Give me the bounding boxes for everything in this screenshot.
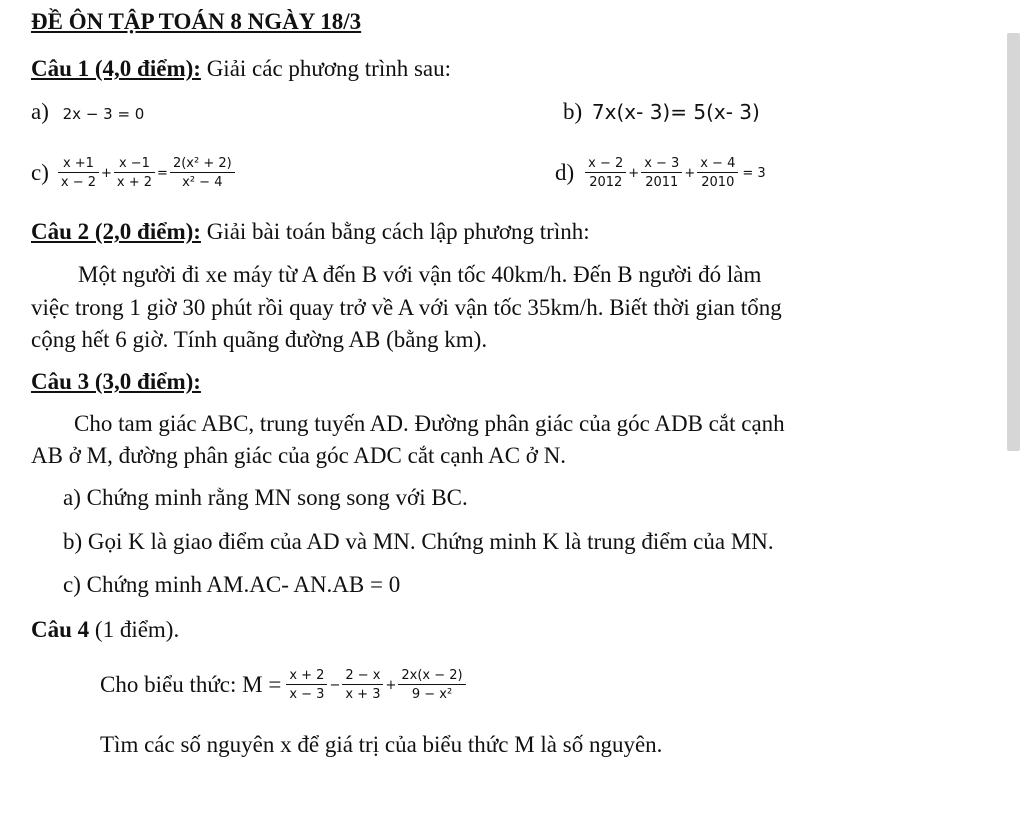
q4-fraction-3: $\frac{2x(x - 2)}{\text{9 − x²}}$ <box>398 668 465 702</box>
q2-paragraph-line-1: Một người đi xe máy từ A đến B với vận tốc 40km/h. Đến B người đó làm <box>78 262 762 287</box>
q4-expression-intro: Cho biểu thức: M = <box>100 672 282 697</box>
q1-part-c: c) $\frac{x +1}{x - 2}$ + $\frac{x -1}{x + 2}$ = $\frac{\text{2(x² + 2)}}{\text{x² − 4}}$ <box>31 145 236 201</box>
q3-part-c: c) Chứng minh AM.AC- AN.AB = 0 <box>63 572 401 597</box>
q1a-equation: 2x − 3 = 0 <box>62 105 145 123</box>
question-4-heading <box>31 616 179 644</box>
q1d-fraction-1: $\frac{x - 2}{2012}$ <box>585 156 626 190</box>
q1b-equation: 7x(x- 3)= 5(x- 3) <box>591 100 760 124</box>
q3-paragraph-line-1: Cho tam giác ABC, trung tuyến AD. Đường phân giác của góc ADB cắt cạnh <box>74 411 785 436</box>
question-2-label: Câu 2 (2,0 điểm): <box>31 219 201 244</box>
q4-fraction-1: $\frac{x + 2}{x - 3}$ <box>286 668 327 702</box>
q4-expression: Cho biểu thức: M = $\frac{x + 2}{x - 3}$ − $\frac{2 - x}{x + 3}$ + $\frac{2x(x - 2)}{\text{9 − x²}}$ <box>100 655 467 715</box>
q1c-fraction-2: $\frac{x -1}{x + 2}$ <box>114 156 155 190</box>
vertical-scrollbar[interactable] <box>1007 33 1020 451</box>
question-2-text: Giải bài toán bằng cách lập phương trình: <box>200 219 590 244</box>
q1d-label: d) <box>555 160 575 185</box>
q1a-label: a) <box>31 99 49 124</box>
q1d-fraction-2: $\frac{x - 3}{2011}$ <box>641 156 682 190</box>
q1b-label: b) <box>563 99 583 124</box>
q4-fraction-2: $\frac{2 - x}{x + 3}$ <box>342 668 383 702</box>
q4-task: Tìm các số nguyên x để giá trị của biểu thức M là số nguyên. <box>100 732 663 757</box>
question-1-label: Câu 1 (4,0 điểm): <box>31 56 201 81</box>
q1c-label: c) <box>31 160 49 185</box>
q1d-fraction-3: $\frac{x - 4}{2010}$ <box>697 156 738 190</box>
page-title: ĐỀ ÔN TẬP TOÁN 8 NGÀY 18/3 <box>31 9 362 34</box>
q1c-fraction-1: $\frac{x +1}{x - 2}$ <box>58 156 99 190</box>
question-1-heading <box>31 55 451 83</box>
q1-part-a <box>31 98 144 128</box>
q3-part-b: b) Gọi K là giao điểm của AD và MN. Chứng minh K là trung điểm của MN. <box>63 529 774 554</box>
question-4-points: (1 điểm). <box>89 617 180 642</box>
q1c-fraction-3: $\frac{\text{2(x² + 2)}}{\text{x² − 4}}$ <box>170 156 235 190</box>
q2-paragraph-line-3: cộng hết 6 giờ. Tính quãng đường AB (bằng km). <box>31 327 488 352</box>
question-4-label: Câu 4 <box>31 617 90 642</box>
q1-part-d: d) $\frac{x - 2}{2012}$ + $\frac{x - 3}{2011}$ + $\frac{x - 4}{2010}$ = 3 <box>555 156 766 190</box>
q1-part-b <box>563 98 760 126</box>
question-1-text: Giải các phương trình sau: <box>200 56 452 81</box>
question-2-heading <box>31 218 590 246</box>
q2-paragraph-line-2: việc trong 1 giờ 30 phút rồi quay trở về A với vận tốc 35km/h. Biết thời gian tổng <box>31 295 782 320</box>
question-3-label: Câu 3 (3,0 điểm): <box>31 369 201 394</box>
q3-part-a: a) Chứng minh rằng MN song song với BC. <box>63 485 468 510</box>
q3-paragraph-line-2: AB ở M, đường phân giác của góc ADC cắt cạnh AC ở N. <box>31 443 567 468</box>
